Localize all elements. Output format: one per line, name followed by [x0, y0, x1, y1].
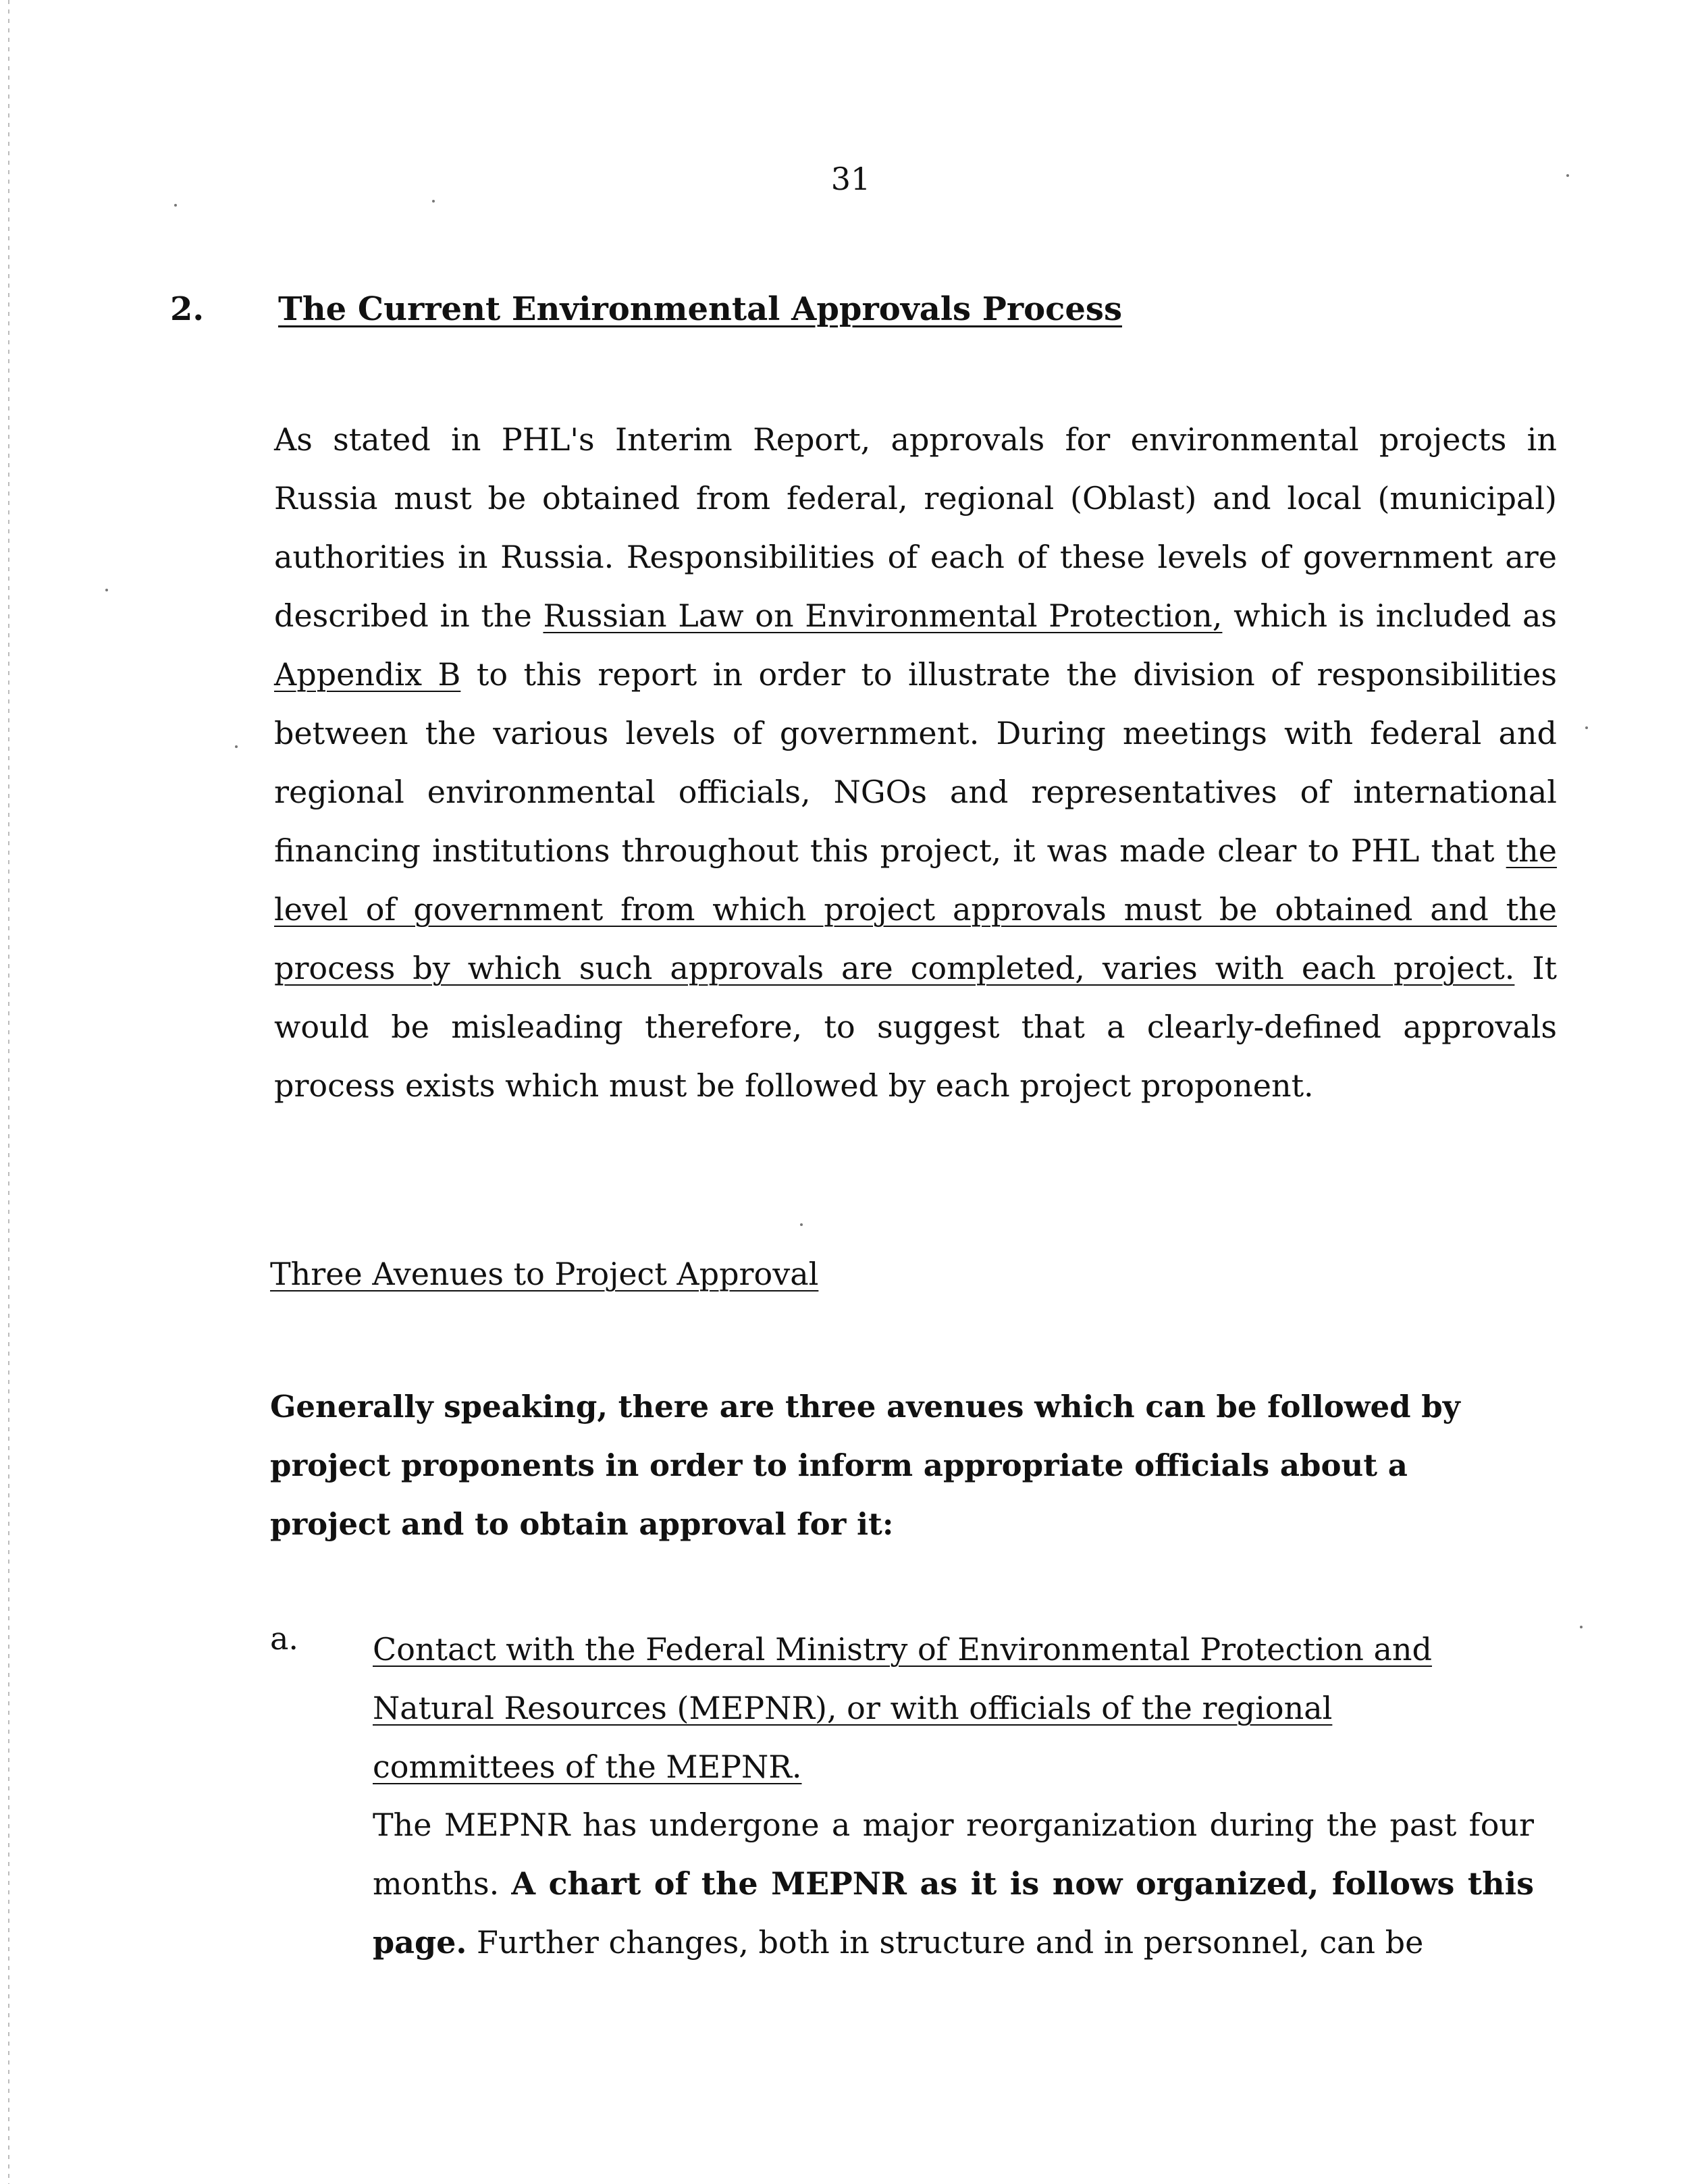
- list-item-body: [373, 1796, 1534, 1972]
- avenues-intro-paragraph: Generally speaking, there are three avenues which can be followed by project proponents in order to inform appropriate officials about a project and to obtain approval for it:: [270, 1389, 1460, 1542]
- paragraph-text: which is included as: [1222, 597, 1557, 634]
- list-item-text: Further changes, both in structure and in personnel, can be: [467, 1924, 1424, 1961]
- scan-speck: [105, 589, 108, 591]
- paragraph-text: to this report in order to illustrate the division of responsibilities between the various levels of government. During meetings with federal and regional environmental officials, NGOs and representatives of international financing institutions throughout this project, it was made clear to PHL that: [274, 656, 1557, 869]
- subheading: Three Avenues to Project Approval: [270, 1256, 819, 1292]
- scan-speck: [235, 745, 238, 748]
- underlined-emphasis: the level of government from which project approvals must be obtained and the process by which such approvals are completed, varies with each project.: [274, 832, 1557, 986]
- scan-speck: [174, 204, 177, 207]
- paragraph-text: It would be misleading therefore, to suggest that a clearly-defined approvals process exists which must be followed by each project proponent.: [274, 950, 1558, 1104]
- scan-speck: [1585, 726, 1588, 729]
- paragraph-text: As stated in PHL's Interim Report, approvals for environmental projects in Russia must be obtained from federal, regional (Oblast) and local (municipal) authorities in Russia. Responsibilities of each of these levels of government are described in the: [274, 421, 1557, 634]
- scan-speck: [800, 1223, 803, 1226]
- list-item-bold-text: A chart of the MEPNR as it is now organized, follows this page.: [373, 1865, 1534, 1961]
- section-title: The Current Environmental Approvals Process: [278, 290, 1122, 328]
- list-item-marker: a.: [270, 1620, 299, 1657]
- intro-paragraph: [274, 410, 1557, 1115]
- list-item-text: The MEPNR has undergone a major reorganization during the past four months.: [373, 1807, 1534, 1902]
- list-item-heading: Contact with the Federal Ministry of Environmental Protection and Natural Resources (MEPNR), or with officials of the regional committees of the MEPNR.: [373, 1631, 1432, 1785]
- scan-speck: [1566, 174, 1569, 177]
- scan-edge-artifact: [8, 0, 9, 2184]
- page-number: 31: [830, 161, 871, 197]
- section-number: 2.: [170, 290, 205, 328]
- scan-speck: [1580, 1626, 1583, 1628]
- law-reference: Russian Law on Environmental Protection,: [543, 597, 1223, 634]
- scan-speck: [432, 200, 435, 203]
- appendix-reference: Appendix B: [274, 656, 461, 693]
